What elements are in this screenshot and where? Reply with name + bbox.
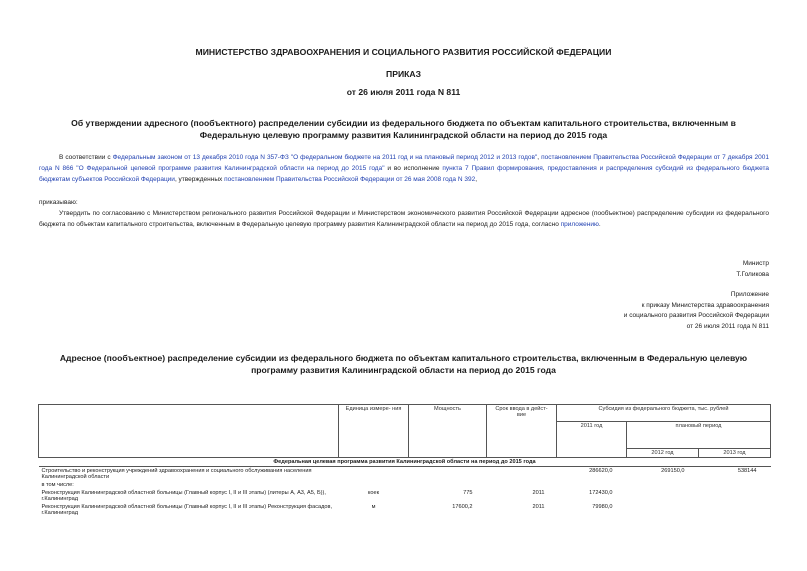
row-2011: 79980,0 — [592, 504, 613, 510]
signature-position: Министр — [742, 260, 769, 267]
table-row — [39, 489, 771, 503]
header-term: Срок ввода в дейст- вие — [487, 405, 557, 458]
row-capacity — [409, 467, 487, 482]
appendix-line-3: и социального развития Российской Федерации — [623, 312, 769, 319]
row-capacity: 17600,2 — [452, 504, 473, 510]
table-header-row-1 — [39, 405, 771, 422]
row-2012 — [627, 489, 699, 503]
document-type: ПРИКАЗ — [386, 69, 421, 79]
row-2013 — [699, 481, 771, 489]
rules-item-7-link[interactable]: пункта 7 Правил формирования, предоставления и распределения субсидий из федерального бюджета бюджетам субъектов Российской Федерации — [39, 165, 769, 183]
appendix-line-1: Приложение — [730, 291, 769, 298]
federal-law-link[interactable]: Федеральным законом от 13 декабря 2010 года N 357-ФЗ "О федеральном бюджете на 2011 год и на плановый период 2012 и 2013 годов" — [112, 154, 538, 161]
row-term: 2011 — [532, 490, 545, 496]
row-unit: м — [371, 504, 376, 510]
row-name: Реконструкция Калининградской областной больницы (Главный корпус I, II и III этапы) Реконструкция фасадов, г.Калининград — [41, 504, 333, 516]
row-name: Реконструкция Калининградской областной больницы (Главный корпус I, II и III этапы) (литеры А, А3, А5, Б)), г.Калининград — [41, 490, 326, 502]
preamble-paragraph: В соответствии с Федеральным законом от 13 декабря 2010 года N 357-ФЗ "О федеральном бюджете на 2011 год и на плановый период 2012 и 2013 годов", постановлением Правительства Российской Федерации от 7 декабря 2001 года N 866 "О Федеральной целевой программе развития Калининградской области на период до 2015 года" и во исполнение пункта 7 Правил формирования, предоставления и распределения субсидий из федерального бюджета бюджетам субъектов Российской Федерации, утвержденных постановлением Правительства Российской Федерации от 26 мая 2008 года N 392, — [39, 154, 769, 183]
header-2012: 2012 год — [627, 449, 699, 458]
table-section-row — [39, 458, 771, 467]
appendix-line-2: к приказу Министерства здравоохранения — [641, 301, 769, 309]
row-2013 — [699, 503, 771, 517]
row-term — [487, 467, 557, 482]
row-capacity: 775 — [463, 490, 473, 496]
document-title: Об утверждении адресного (пообъектного) распределении субсидии из федерального бюджета по объектам капитального строительства, включенным в Федеральную целевую программу развития Калининградской области на период до 2015 года — [71, 118, 736, 140]
order-paragraph: Утвердить по согласованию с Министерством регионального развития Российской Федерации и Министерством экономического развития Российской Федерации адресное (пообъектное) распределение субсидии из федерального бюджета по объектам капитального строительства, включенным в Федеральную целевую программу развития Калининградской области на период до 2015 года, согласно приложению. — [39, 210, 769, 228]
row-unit: коек — [367, 490, 380, 496]
row-name: Строительство и реконструкция учреждений здравоохранения и социального обслуживания населения Калининградской области — [41, 468, 312, 480]
header-capacity: Мощность — [409, 405, 487, 458]
table-row — [39, 481, 771, 489]
row-2012 — [627, 503, 699, 517]
government-resolution-392-link[interactable]: постановлением Правительства Российской Федерации от 26 мая 2008 года N 392 — [224, 176, 476, 183]
row-2013 — [699, 489, 771, 503]
row-2011: 286620,0 — [589, 468, 613, 474]
appendix-block — [624, 290, 769, 332]
row-term — [487, 481, 557, 489]
row-unit — [339, 481, 409, 489]
row-name: в том числе: — [41, 482, 74, 488]
header-2011: 2011 год — [557, 422, 627, 458]
appendix-link[interactable]: приложению — [560, 221, 599, 228]
table-row — [39, 467, 771, 482]
signature-name: Т.Голикова — [736, 270, 769, 278]
appendix-line-4: от 26 июля 2011 года N 811 — [686, 322, 769, 330]
header-subsidy: Субсидия из федерального бюджета, тыс. рублей — [557, 405, 771, 422]
header-2013: 2013 год — [699, 449, 771, 458]
government-resolution-866-link[interactable]: постановлением Правительства Российской Федерации от 7 декабря 2001 года N 866 "О Федеральной целевой программе развития Калининградской области на период до 2015 года" — [39, 154, 769, 172]
subsidy-table — [38, 404, 771, 517]
table-title: Адресное (пообъектное) распределение субсидии из федерального бюджета по объектам капитального строительства, включенным в Федеральную целевую программу развития Калининградской области на период до 2015 года — [59, 353, 748, 375]
row-term: 2011 — [532, 504, 545, 510]
header-name-cell — [39, 405, 339, 458]
table-row — [39, 503, 771, 517]
row-2012 — [627, 481, 699, 489]
order-word: приказываю: — [39, 199, 78, 206]
ministry-name: МИНИСТЕРСТВО ЗДРАВООХРАНЕНИЯ И СОЦИАЛЬНОГО РАЗВИТИЯ РОССИЙСКОЙ ФЕДЕРАЦИИ — [195, 47, 612, 57]
row-2011: 172430,0 — [589, 490, 613, 496]
row-2011 — [557, 481, 627, 489]
header-unit: Единица измере- ния — [339, 405, 409, 458]
row-2013: 538144 — [737, 468, 757, 474]
row-unit — [339, 467, 409, 482]
document-date-number: от 26 июля 2011 года N 811 — [346, 87, 461, 97]
signature-block — [736, 259, 769, 280]
row-2012: 269150,0 — [661, 468, 685, 474]
section-title: Федеральная целевая программа развития Калининградской области на период до 2015 года — [39, 458, 771, 467]
row-capacity — [409, 481, 487, 489]
header-planned-period: плановый период — [627, 422, 771, 449]
